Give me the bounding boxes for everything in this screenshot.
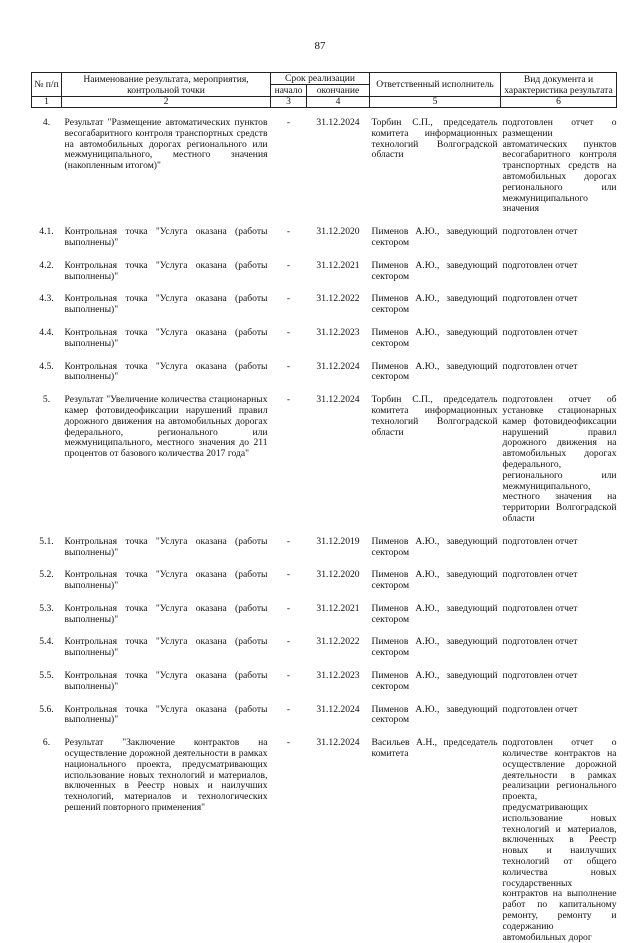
- header-index: 2: [62, 97, 271, 108]
- header-period: Срок реализации: [271, 73, 370, 85]
- row-name: Контрольная точка "Услуга оказана (работы выполнены)": [62, 362, 271, 384]
- row-document: подготовлен отчет об установке стационарных камер фотовидеофиксации нарушений правил дорожного движения на автомобильных дорогах федерального, регионального или межмуниципального, местного значения на территории Волгоградской области: [501, 395, 617, 525]
- row-name: Контрольная точка "Услуга оказана (работы выполнены)": [62, 328, 271, 350]
- row-start: -: [271, 705, 307, 727]
- row-spacer: [32, 525, 617, 537]
- row-responsible: Пименов А.Ю., заведующий сектором: [370, 294, 501, 316]
- row-end: 31.12.2021: [307, 604, 370, 626]
- row-responsible: Пименов А.Ю., заведующий сектором: [370, 261, 501, 283]
- row-number: 5.: [32, 395, 62, 525]
- row-name: Контрольная точка "Услуга оказана (работы выполнены)": [62, 705, 271, 727]
- row-number: 4.: [32, 118, 62, 215]
- results-table: [31, 72, 617, 943]
- row-end: 31.12.2023: [307, 328, 370, 350]
- row-end: 31.12.2024: [307, 738, 370, 943]
- row-end: 31.12.2024: [307, 395, 370, 525]
- row-start: -: [271, 227, 307, 249]
- row-document: подготовлен отчет: [501, 227, 617, 249]
- row-start: -: [271, 604, 307, 626]
- table-row: [32, 362, 617, 384]
- row-name: Результат "Увеличение количества стационарных камер фотовидеофиксации нарушений правил дорожного движения на автомобильных дорогах федерального, регионального или межмуниципального, местного значения до 211 процентов от базового количества 2017 года": [62, 395, 271, 525]
- table-row: [32, 570, 617, 592]
- row-start: -: [271, 261, 307, 283]
- row-end: 31.12.2020: [307, 227, 370, 249]
- row-responsible: Пименов А.Ю., заведующий сектором: [370, 537, 501, 559]
- row-document: подготовлен отчет: [501, 671, 617, 693]
- table-row: [32, 604, 617, 626]
- table-row: [32, 395, 617, 525]
- row-end: 31.12.2022: [307, 637, 370, 659]
- table-row: [32, 738, 617, 943]
- row-end: 31.12.2024: [307, 362, 370, 384]
- row-spacer: [32, 249, 617, 261]
- row-number: 6.: [32, 738, 62, 943]
- table-row: [32, 671, 617, 693]
- row-name: Контрольная точка "Услуга оказана (работы выполнены)": [62, 261, 271, 283]
- row-responsible: Пименов А.Ю., заведующий сектором: [370, 362, 501, 384]
- table-row: [32, 637, 617, 659]
- row-name: Контрольная точка "Услуга оказана (работы выполнены)": [62, 637, 271, 659]
- row-responsible: Торбин С.П., председатель комитета информационных технологий Волгоградской области: [370, 395, 501, 525]
- row-spacer-cell: [32, 350, 617, 362]
- row-start: -: [271, 395, 307, 525]
- header-start: начало: [271, 85, 307, 97]
- row-number: 5.1.: [32, 537, 62, 559]
- table-row: [32, 294, 617, 316]
- table-row: [32, 227, 617, 249]
- table-body: [32, 108, 617, 943]
- header-document: Вид документа и характеристика результата: [501, 73, 617, 97]
- row-start: -: [271, 362, 307, 384]
- row-name: Контрольная точка "Услуга оказана (работы выполнены)": [62, 570, 271, 592]
- row-number: 5.4.: [32, 637, 62, 659]
- row-document: подготовлен отчет: [501, 637, 617, 659]
- header-end: окончание: [307, 85, 370, 97]
- row-start: -: [271, 637, 307, 659]
- table-row: [32, 261, 617, 283]
- row-document: подготовлен отчет о размещении автоматических пунктов весогабаритного контроля транспортных средств на автомобильных дорогах регионального или межмуниципального значения: [501, 118, 617, 215]
- table-row: [32, 537, 617, 559]
- row-end: 31.12.2024: [307, 118, 370, 215]
- row-start: -: [271, 328, 307, 350]
- row-spacer-cell: [32, 525, 617, 537]
- row-name: Контрольная точка "Услуга оказана (работы выполнены)": [62, 294, 271, 316]
- row-responsible: Пименов А.Ю., заведующий сектором: [370, 671, 501, 693]
- row-responsible: Пименов А.Ю., заведующий сектором: [370, 705, 501, 727]
- row-document: подготовлен отчет: [501, 705, 617, 727]
- header-index: 3: [271, 97, 307, 108]
- row-responsible: Пименов А.Ю., заведующий сектором: [370, 227, 501, 249]
- row-number: 4.5.: [32, 362, 62, 384]
- page-number: 87: [0, 40, 640, 52]
- row-end: 31.12.2024: [307, 705, 370, 727]
- row-document: подготовлен отчет: [501, 537, 617, 559]
- row-spacer: [32, 693, 617, 705]
- table-row: [32, 118, 617, 215]
- row-spacer-cell: [32, 693, 617, 705]
- row-end: 31.12.2022: [307, 294, 370, 316]
- row-number: 4.1.: [32, 227, 62, 249]
- header-index: 5: [370, 97, 501, 108]
- row-document: подготовлен отчет: [501, 362, 617, 384]
- row-responsible: Торбин С.П., председатель комитета информационных технологий Волгоградской области: [370, 118, 501, 215]
- row-start: -: [271, 537, 307, 559]
- row-end: 31.12.2021: [307, 261, 370, 283]
- row-name: Контрольная точка "Услуга оказана (работы выполнены)": [62, 671, 271, 693]
- row-start: -: [271, 570, 307, 592]
- row-start: -: [271, 118, 307, 215]
- header-name: Наименование результата, мероприятия, контрольной точки: [62, 73, 271, 97]
- row-document: подготовлен отчет: [501, 294, 617, 316]
- row-number: 5.5.: [32, 671, 62, 693]
- row-responsible: Пименов А.Ю., заведующий сектором: [370, 328, 501, 350]
- row-start: -: [271, 738, 307, 943]
- row-name: Контрольная точка "Услуга оказана (работы выполнены)": [62, 604, 271, 626]
- header-index: 6: [501, 97, 617, 108]
- row-number: 5.2.: [32, 570, 62, 592]
- row-responsible: Пименов А.Ю., заведующий сектором: [370, 637, 501, 659]
- row-spacer: [32, 350, 617, 362]
- row-responsible: Пименов А.Ю., заведующий сектором: [370, 570, 501, 592]
- row-end: 31.12.2019: [307, 537, 370, 559]
- header-index: 4: [307, 97, 370, 108]
- row-number: 4.3.: [32, 294, 62, 316]
- header-number: № п/п: [32, 73, 62, 97]
- row-name: Контрольная точка "Услуга оказана (работы выполнены)": [62, 227, 271, 249]
- table-row: [32, 705, 617, 727]
- row-document: подготовлен отчет: [501, 261, 617, 283]
- row-responsible: Васильев А.Н., председатель комитета: [370, 738, 501, 943]
- row-number: 5.3.: [32, 604, 62, 626]
- row-name: Результат "Размещение автоматических пунктов весогабаритного контроля транспортных средств на автомобильных дорогах регионального или межмуниципального, местного значения (накопленным итогом)": [62, 118, 271, 215]
- header-responsible: Ответственный исполнитель: [370, 73, 501, 97]
- row-number: 4.2.: [32, 261, 62, 283]
- row-document: подготовлен отчет: [501, 570, 617, 592]
- header-index: 1: [32, 97, 62, 108]
- row-spacer-cell: [32, 249, 617, 261]
- row-name: Контрольная точка "Услуга оказана (работы выполнены)": [62, 537, 271, 559]
- row-document: подготовлен отчет: [501, 604, 617, 626]
- row-start: -: [271, 294, 307, 316]
- table-header: [32, 73, 617, 108]
- row-start: -: [271, 671, 307, 693]
- row-number: 5.6.: [32, 705, 62, 727]
- row-responsible: Пименов А.Ю., заведующий сектором: [370, 604, 501, 626]
- row-name: Результат "Заключение контрактов на осуществление дорожной деятельности в рамках национального проекта, предусматривающих использование новых технологий и материалов, включенных в Реестр новых и наилучших технологий, материалов и технологических решений повторного применения": [62, 738, 271, 943]
- row-number: 4.4.: [32, 328, 62, 350]
- row-document: подготовлен отчет: [501, 328, 617, 350]
- row-end: 31.12.2020: [307, 570, 370, 592]
- row-end: 31.12.2023: [307, 671, 370, 693]
- row-document: подготовлен отчет о количестве контрактов на осуществление дорожной деятельности в рамках реализации регионального проекта, предусматривающих использование новых технологий и материалов, включенных в Реестр новых и наилучших технологий от общего количества новых государственных контрактов на выполнение работ по капитальному ремонту, ремонту и содержанию автомобильных дорог: [501, 738, 617, 943]
- table-row: [32, 328, 617, 350]
